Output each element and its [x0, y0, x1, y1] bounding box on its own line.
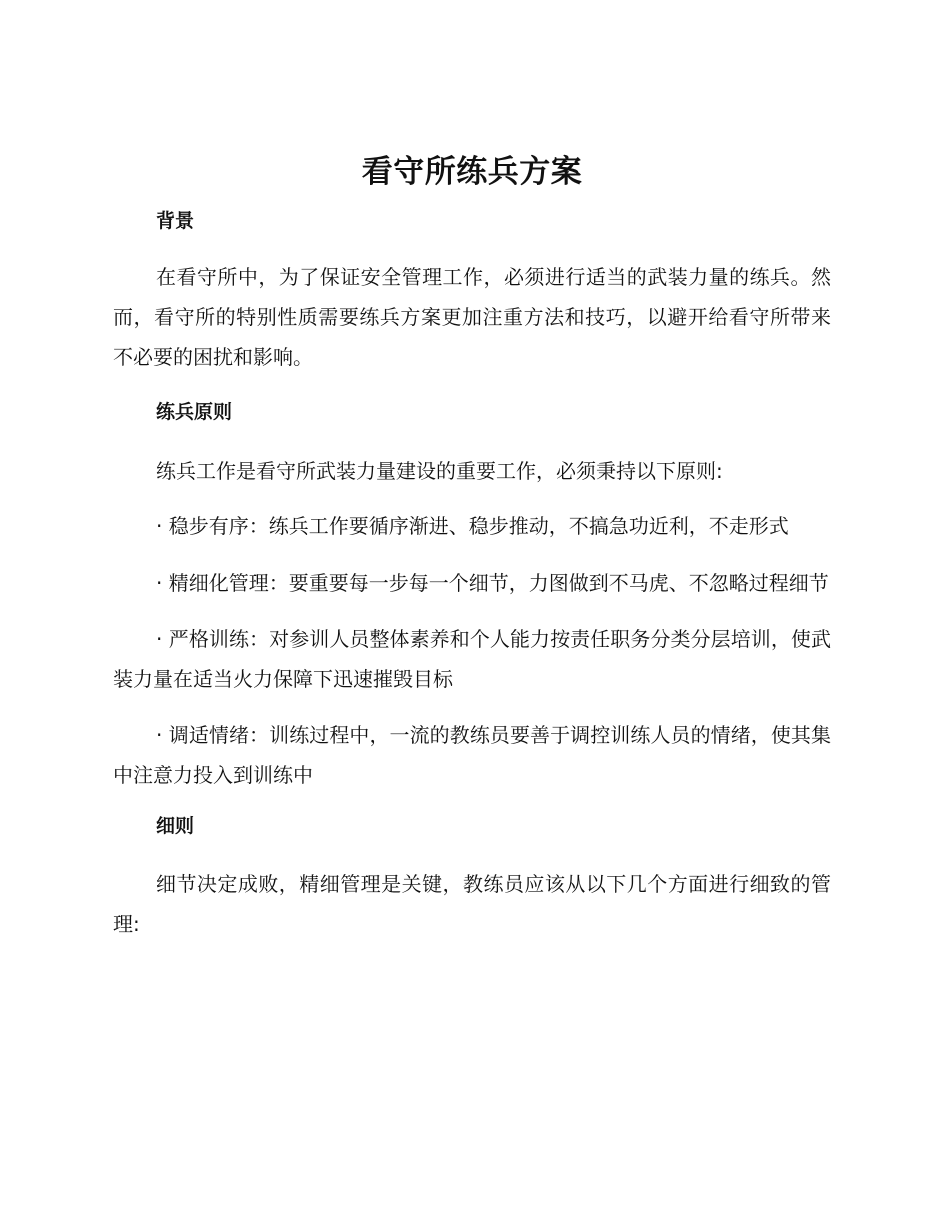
principle-bullet-1: · 稳步有序：练兵工作要循序渐进、稳步推动，不搞急功近利，不走形式	[156, 514, 789, 538]
principle-bullet-4: · 调适情绪：训练过程中，一流的教练员要善于调控训练人员的情绪，使其集中注意力投入到训练中	[113, 723, 831, 787]
details-paragraph: 细节决定成败，精细管理是关键，教练员应该从以下几个方面进行细致的管理:	[113, 872, 831, 936]
document-page	[113, 150, 831, 944]
section-heading-principles: 练兵原则	[156, 401, 233, 423]
background-paragraph: 在看守所中，为了保证安全管理工作，必须进行适当的武装力量的练兵。然而，看守所的特别性质需要练兵方案更加注重方法和技巧，以避开给看守所带来不必要的困扰和影响。	[113, 265, 831, 369]
section-heading-background: 背景	[156, 210, 195, 232]
principle-bullet-2: · 精细化管理：要重要每一步每一个细节，力图做到不马虎、不忽略过程细节	[156, 571, 829, 595]
section-heading-details: 细则	[156, 815, 195, 837]
document-title: 看守所练兵方案	[361, 154, 583, 190]
principle-bullet-3: · 严格训练：对参训人员整体素养和个人能力按责任职务分类分层培训，使武装力量在适当火力保障下迅速摧毁目标	[113, 627, 831, 691]
principles-intro-paragraph: 练兵工作是看守所武装力量建设的重要工作，必须秉持以下原则:	[156, 459, 723, 483]
